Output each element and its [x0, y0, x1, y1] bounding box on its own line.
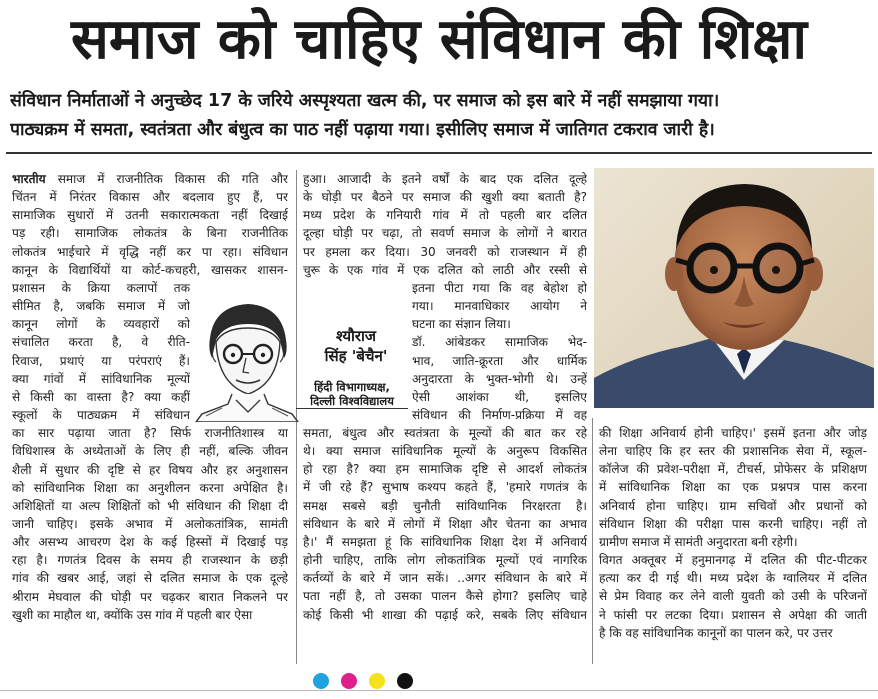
column-3-line: हत्या कर दी गई थी। मध्य प्रदेश के ग्वालियर में दलित [599, 571, 867, 586]
column-1-line: अशिक्षितों या अल्प शिक्षितों को भी संविधान की शिक्षा दी [12, 498, 288, 513]
column-3-line: की शिक्षा अनिवार्य होनी चाहिए।' इसमें इतना और जोड़ [599, 426, 867, 440]
deck-line-1: संविधान निर्माताओं ने अनुच्छेद 17 के जरिये अस्पृश्यता खत्म की, पर समाज को इस बारे में नहीं समझाया गया। [10, 91, 720, 111]
column-3-line: ने फांसी पर लटका दिया। प्रशासन से अपेक्षा की जाती [599, 607, 867, 622]
author-name [306, 326, 406, 366]
column-1-line: से किसी का वास्ता है? क्या कहीं [12, 389, 190, 404]
column-1-line: समाज में राजनीतिक विकास की गति और [57, 172, 288, 186]
column-2-line: मध्य प्रदेश के गनियारी गांव में तो पहली बार दलित [303, 208, 587, 223]
column-3-line: से प्रेम विवाह कर लेने वाली युवती को उसी के परिजनों [599, 589, 867, 604]
column-3-line: विगत अक्तूबर में हनुमानगढ़ में दलित की पीट-पीटकर [599, 553, 867, 568]
column-1-line: खुशी का माहौल था, क्योंकि उस गांव में पहली बार ऐसा [12, 607, 253, 622]
ambedkar-portrait [594, 168, 874, 408]
column-2-line: घटना का संज्ञान लिया। [412, 317, 511, 332]
column-2-line: संविधान की निर्माण-प्रक्रिया में वह [412, 408, 587, 423]
column-2-line: हो रहा है? क्या हम सामाजिक दृष्टि से आदर्श लोकतंत्र [303, 462, 587, 477]
ambedkar-portrait-icon [594, 168, 874, 408]
column-1-line: स्कूलों के पाठ्यक्रम में संविधान [12, 408, 190, 423]
column-1-line: संचालित करता है, वे रीति- [12, 335, 190, 350]
column-2-line: चुरू के एक गांव में एक दलित को लाठी और रस्सी से [303, 262, 587, 277]
column-3 [599, 424, 867, 642]
column-1-first-line [12, 170, 288, 188]
column-1-line: जानी चाहिए। इसके अभाव में अलोकतांत्रिक, सामंती [12, 516, 288, 531]
author-name-line-1: श्यौराज [335, 327, 377, 345]
column-1-line: को सांविधानिक शिक्षा का अनुशीलन करना अपेक्षित है। [12, 480, 288, 495]
column-3-line: संविधान शिक्षा की परीक्षा पास करनी चाहिए। नहीं तो [599, 516, 867, 531]
column-2-line: समक्ष सबसे बड़ी चुनौती सांविधानिक निरक्षरता है। [303, 498, 587, 513]
column-3-line: ग्रामीण समाज में सामंती अनुदारता बनी रहेगी। [599, 534, 798, 549]
column-1-line: रहा है। गणतंत्र दिवस के समय ही राजस्थान के छड़ी [12, 553, 288, 568]
column-2-line: अनुदारता के भुक्त-भोगी थे। उन्हें [412, 371, 587, 386]
column-1-line: रिवाज, प्रथाएं या परंपराएं हैं। [12, 353, 190, 368]
column-2-line: पर हमला कर दिया। 30 जनवरी को राजस्थान में ही [303, 244, 587, 259]
column-1-line: सामाजिक सुधारों में उतनी सकारात्मकता नहीं दिखाई [12, 208, 288, 223]
header-rule [6, 152, 872, 154]
column-divider [592, 418, 593, 664]
author-title-line-2: दिल्ली विश्वविद्यालय [296, 394, 408, 409]
column-2-line: थे। क्या समाज सांविधानिक मूल्यों के अनुरूप विकसित [303, 444, 587, 459]
column-1-line: शैली में सुधार की दृष्टि से हर विषय और हर अनुशासन [12, 462, 288, 477]
column-2-line: में जी रहे हैं? सुभाष कश्यप कहते हैं, 'हमारे गणतंत्र के [303, 480, 587, 495]
column-2-line: होनी चाहिए, ताकि लोग लोकतांत्रिक मूल्यों एवं नागरिक [303, 553, 587, 568]
column-3-line: में सांविधानिक शिक्षा का एक प्रश्नपत्र पास करना [599, 480, 867, 495]
column-2-line: इतना पीटा गया कि वह बेहोश हो [412, 281, 587, 295]
registration-marks [312, 671, 422, 691]
column-2-line: गया। मानवाधिकार आयोग ने [412, 299, 587, 314]
column-2-line: है।' मैं समझता हूं कि सांविधानिक शिक्षा देश में अनिवार्य [303, 534, 587, 549]
column-2-line: समता, बंधुत्व और स्वतंत्रता के मूल्यों की बात कर रहे [303, 426, 587, 440]
column-1-line: विधिशास्त्र के अध्येताओं के लिए ही नहीं, बल्कि जीवन [12, 444, 288, 459]
column-3-line: अनिवार्य होना चाहिए। ग्राम सचिवों और प्रधानों को [599, 498, 867, 513]
author-sketch-icon [192, 296, 302, 422]
column-2-line: पता नहीं है, तो उसका पालन कैसे होगा? इसलिए चाहे [303, 589, 587, 604]
column-2-line: ऐसी आशंका थी, इसलिए [412, 389, 587, 404]
column-1-line: क्या गांवों में सांविधानिक मूल्यों [12, 371, 190, 386]
column-2-line: डॉ. आंबेडकर सामाजिक भेद- [412, 335, 587, 350]
column-2-line: के घोड़ी पर बैठने पर समाज की खुशी क्या बताती है? [303, 190, 587, 205]
column-1-line: सीमित है, जबकि समाज में जो [12, 299, 190, 314]
column-1-line: और असभ्य आचरण देश के कई हिस्सों में दिखाई पड़ [12, 535, 288, 550]
column-2-line: कोई किसी भी शाखा की पढ़ाई करे, सबके लिए संविधान [303, 607, 587, 622]
column-2-line: हुआ। आजादी के इतने वर्षों के बाद एक दलित दूल्हे [303, 172, 587, 186]
column-1-line: कानून के विद्यार्थियों या कोर्ट-कचहरी, खासकर शासन- [12, 262, 288, 277]
column-1-line: का सार पढ़ाया जाता है? सिर्फ राजनीतिशास्त्र या [12, 426, 288, 441]
column-3-line: है कि वह सांविधानिक कानूनों का पालन करे, पर उत्तर [599, 625, 833, 640]
column-2-line: भाव, जाति-क्रूरता और धार्मिक [412, 353, 587, 368]
column-2-bottom [303, 424, 587, 624]
column-2-inset [412, 279, 587, 424]
author-name-line-2: सिंह 'बेचैन' [324, 347, 388, 365]
lead-word: भारतीय [12, 172, 46, 186]
column-1-line: कानून लोगों के व्यवहारों को [12, 317, 190, 332]
column-2-line: दूल्हा घोड़ी पर चढ़ा, तो सवर्ण समाज के लोगों ने बारात [303, 226, 587, 241]
column-3-line: लेना चाहिए कि हर स्तर की प्रशासनिक सेवा में, स्कूल- [599, 444, 867, 459]
column-1-line: श्रीराम मेघवाल की घोड़ी पर चढ़कर बारात निकलने पर [12, 589, 288, 604]
headline: समाज को चाहिए संविधान की शिक्षा [71, 7, 807, 72]
registration-marks-icon [312, 671, 422, 691]
column-3-line: कॉलेज की प्रवेश-परीक्षा में, टीचर्स, प्रोफेसर के प्रशिक्षण [599, 462, 867, 477]
column-1-line: प्रशासन के क्रिया कलापों तक [12, 280, 190, 295]
column-1-line: लोकतंत्र भाईचारे में वृद्धि नहीं कर पा रहा। संविधान [12, 244, 288, 259]
deck-line-2: पाठ्यक्रम में समता, स्वतंत्रता और बंधुत्व का पाठ नहीं पढ़ाया गया। इसीलिए समाज में जातिगत टकराव जारी है। [10, 120, 715, 140]
column-2-top [303, 170, 587, 279]
column-1-line: गांव की खबर आई, जहां से दलित समाज के एक दूल्हे [12, 571, 288, 586]
bottom-rule [0, 690, 878, 691]
author-title-line-1: हिंदी विभागाध्यक्ष, [314, 380, 390, 394]
column-2-line: संविधान के बारे में लोगों में शिक्षा और चेतना का अभाव [303, 516, 587, 531]
column-2-line: कर्तव्यों के बारे में जान सकें। ..अगर संविधान के बारे में [303, 571, 587, 586]
author-title [296, 380, 408, 409]
column-1-line: पड़ रही। सामाजिक लोकतंत्र के बिना राजनीतिक [12, 226, 288, 241]
column-1-line: चिंतन में निरंतर विकास और बदलाव हुए हैं, पर [12, 190, 288, 205]
column-1-narrow-block [12, 279, 190, 424]
